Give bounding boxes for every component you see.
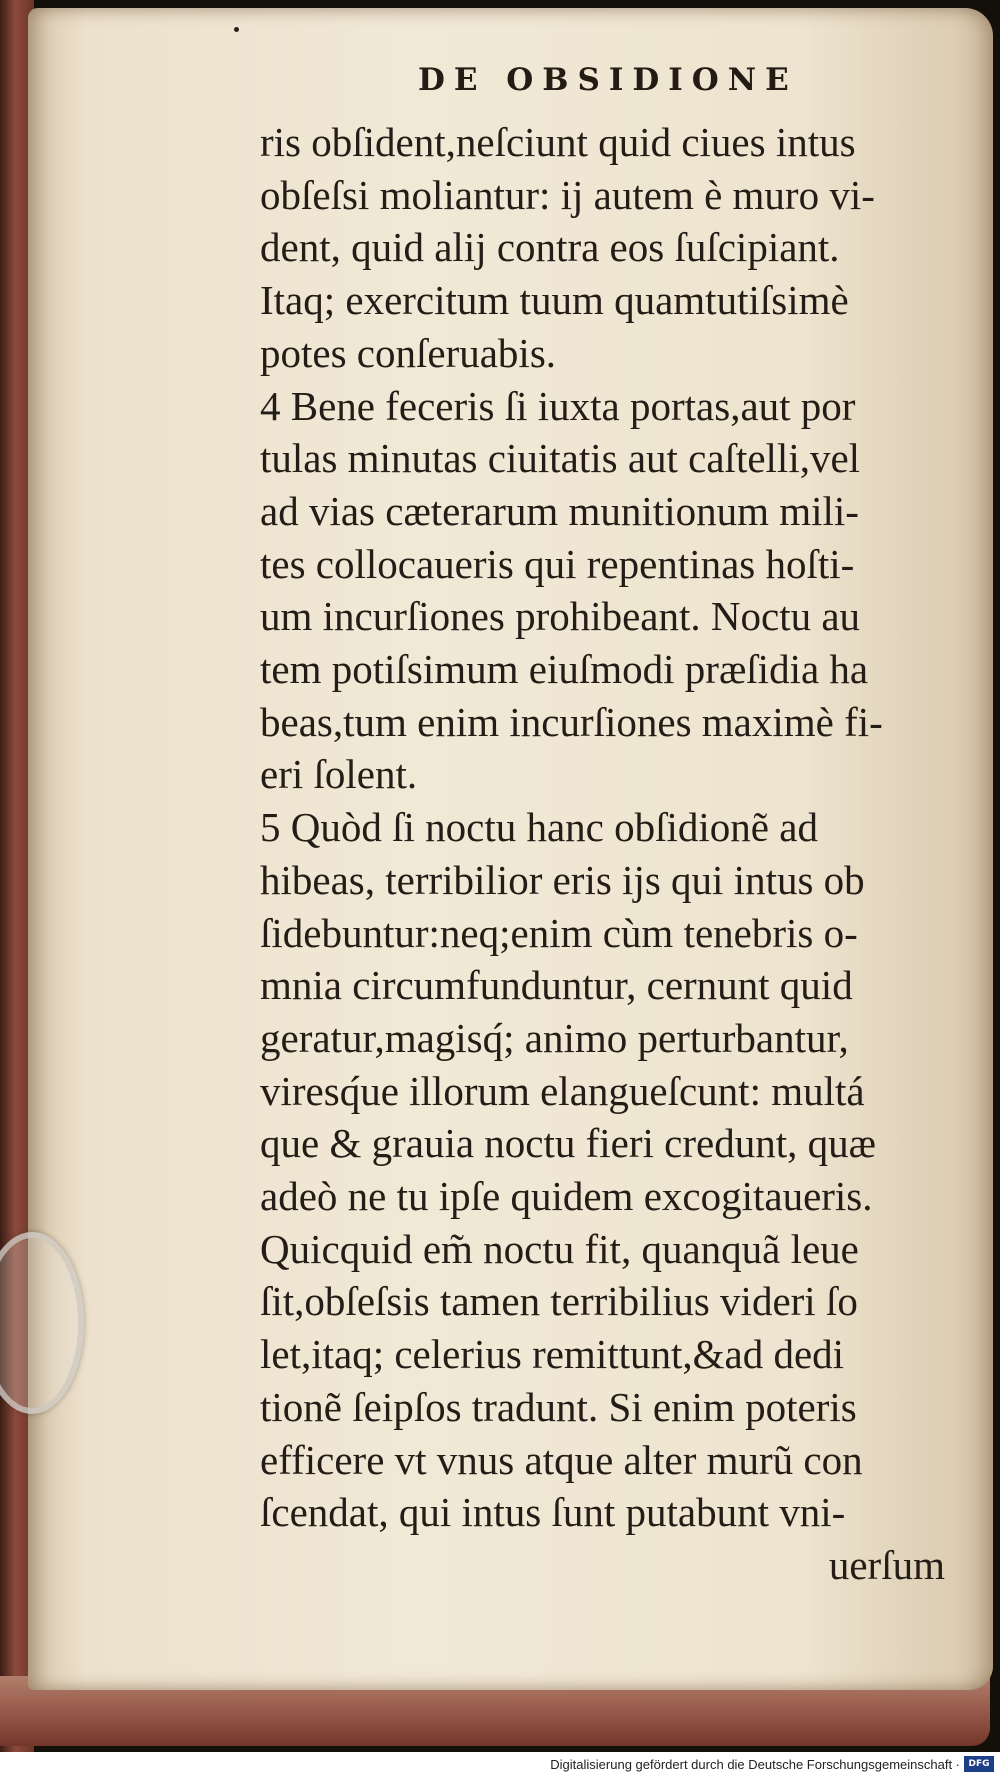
ink-dot — [234, 27, 239, 32]
text-line: Itaq; exercitum tuum quamtutiſsimè — [260, 277, 849, 324]
text-line: tionẽ ſeipſos tradunt. Si enim poteris — [260, 1383, 857, 1430]
text-line: ſcendat, qui intus ſunt putabunt vni- — [260, 1489, 846, 1536]
text-line: 5 Quòd ſi noctu hanc obſidionẽ ad — [260, 804, 818, 851]
text-line: eri ſolent. — [260, 751, 418, 798]
running-head: DE OBSIDIONE — [418, 62, 798, 98]
text-line: viresq́ue illorum elangueſcunt: multá — [260, 1067, 865, 1114]
text-line: um incurſiones prohibeant. Noctu au — [260, 593, 861, 640]
text-line: tulas minutas ciuitatis aut caſtelli,vel — [260, 435, 861, 482]
text-line: efficere vt vnus atque alter murũ con — [260, 1436, 863, 1483]
dfg-logo: DFG — [964, 1756, 994, 1772]
text-line: ſit,obſeſsis tamen terribilius videri ſo — [260, 1278, 858, 1325]
page-text — [260, 116, 945, 1592]
text-line: 4 Bene feceris ſi iuxta portas,aut por — [260, 382, 856, 429]
text-line: Quicquid em̃ noctu fit, quanquã leue — [260, 1225, 859, 1272]
text-line: ad vias cæterarum munitionum mili- — [260, 487, 859, 534]
text-line: tem potiſsimum eiuſmodi præſidia ha — [260, 646, 869, 693]
text-line: que & grauia noctu fieri credunt, quæ — [260, 1120, 876, 1167]
text-line: dent, quid alij contra eos ſuſcipiant. — [260, 224, 840, 271]
text-line: geratur,magisq́; animo perturbantur, — [260, 1014, 849, 1061]
text-line: potes conſeruabis. — [260, 329, 557, 376]
text-line: hibeas, terribilior eris ijs qui intus ob — [260, 856, 865, 903]
text-line: beas,tum enim incurſiones maximè fi- — [260, 698, 883, 745]
text-line: adeò ne tu ipſe quidem excogitaueris. — [260, 1173, 873, 1220]
text-line: obſeſsi moliantur: ij autem è muro vi- — [260, 171, 875, 218]
text-line: mnia circumfunduntur, cernunt quid — [260, 962, 853, 1009]
text-line: ris obſident,neſciunt quid ciues intus — [260, 119, 856, 165]
text-line: tes collocaueris qui repentinas hoſti- — [260, 540, 855, 587]
text-line: let,itaq; celerius remittunt,&ad dedi — [260, 1331, 845, 1378]
digitization-credit: Digitalisierung gefördert durch die Deutsche Forschungsgemeinschaft · — [550, 1757, 960, 1772]
catchword: uerſum — [828, 1541, 945, 1588]
text-line: ſidebuntur:neq;enim cùm tenebris o- — [260, 909, 858, 956]
